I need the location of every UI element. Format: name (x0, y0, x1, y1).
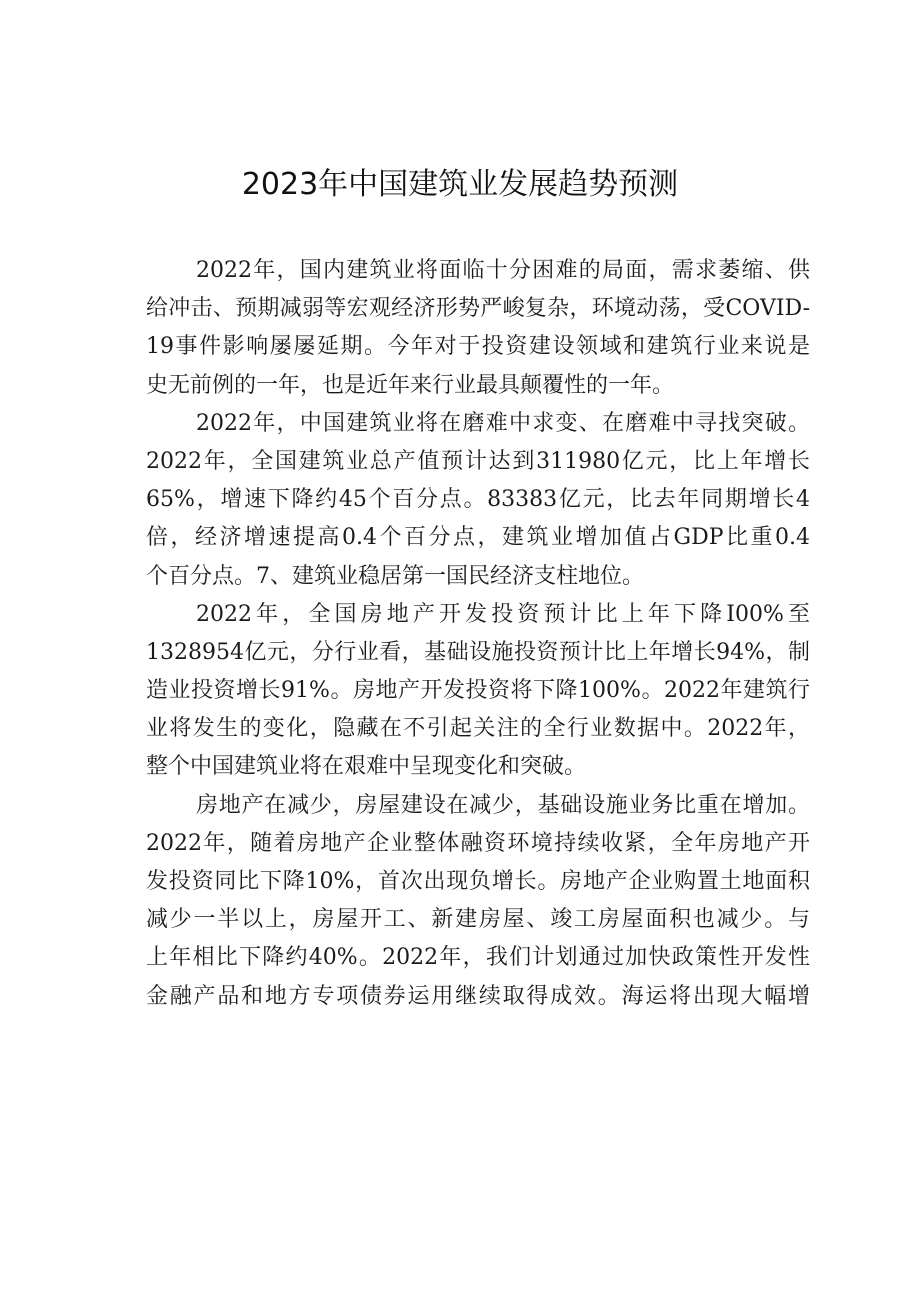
paragraph-3-line-2: 1328954亿元，分行业看，基础设施投资预计比上年增长94%，制 (146, 639, 810, 665)
paragraph-2-line-4: 倍，经济增速提高0.4个百分点，建筑业增加值占GDP比重0.4 (146, 525, 810, 551)
paragraph-1-line-4: 史无前例的一年，也是近年来行业最具颠覆性的一年。 (146, 372, 675, 398)
paragraph-1-line-2: 给冲击、预期减弱等宏观经济形势严峻复杂，环境动荡，受COVID- (146, 296, 810, 322)
paragraph-2-line-2: 2022年，全国建筑业总产值预计达到311980亿元，比上年增长 (146, 448, 810, 474)
paragraph-4-line-5: 上年相比下降约40%。2022年，我们计划通过加快政策性开发性 (146, 945, 810, 971)
paragraph-1-line-1: 2022年，国内建筑业将面临十分困难的局面，需求萎缩、供 (196, 258, 810, 283)
paragraph-2-line-3: 65%，增速下降约45个百分点。83383亿元，比去年同期增长4 (146, 487, 810, 513)
document-body (146, 252, 810, 1016)
document-title: 2023年中国建筑业发展趋势预测 (241, 167, 679, 202)
paragraph-4-line-2: 2022年，随着房地产企业整体融资环境持续收紧，全年房地产开 (146, 830, 810, 856)
paragraph-4-line-3: 发投资同比下降10%，首次出现负增长。房地产企业购置土地面积 (146, 869, 810, 894)
paragraph-3-line-5: 整个中国建筑业将在艰难中呈现变化和突破。 (146, 754, 587, 780)
paragraph-3-line-3: 造业投资增长91%。房地产开发投资将下降100%。2022年建筑行 (146, 678, 810, 704)
paragraph-3-line-4: 业将发生的变化，隐藏在不引起关注的全行业数据中。2022年， (146, 716, 810, 742)
paragraph-4-line-4: 减少一半以上，房屋开工、新建房屋、竣工房屋面积也减少。与 (146, 907, 810, 933)
paragraph-4-line-1: 房地产在减少，房屋建设在减少，基础设施业务比重在增加。 (196, 792, 810, 818)
paragraph-4-line-6: 金融产品和地方专项债券运用继续取得成效。海运将出现大幅增 (146, 983, 810, 1009)
paragraph-2-line-1: 2022年，中国建筑业将在磨难中求变、在磨难中寻找突破。 (196, 410, 810, 436)
paragraph-2-line-5: 个百分点。7、建筑业稳居第一国民经济支柱地位。 (146, 563, 644, 589)
paragraph-3-line-1: 2022年，全国房地产开发投资预计比上年下降I00%至 (196, 601, 810, 627)
paragraph-1-line-3: 19事件影响屡屡延期。今年对于投资建设领域和建筑行业来说是 (146, 334, 810, 360)
